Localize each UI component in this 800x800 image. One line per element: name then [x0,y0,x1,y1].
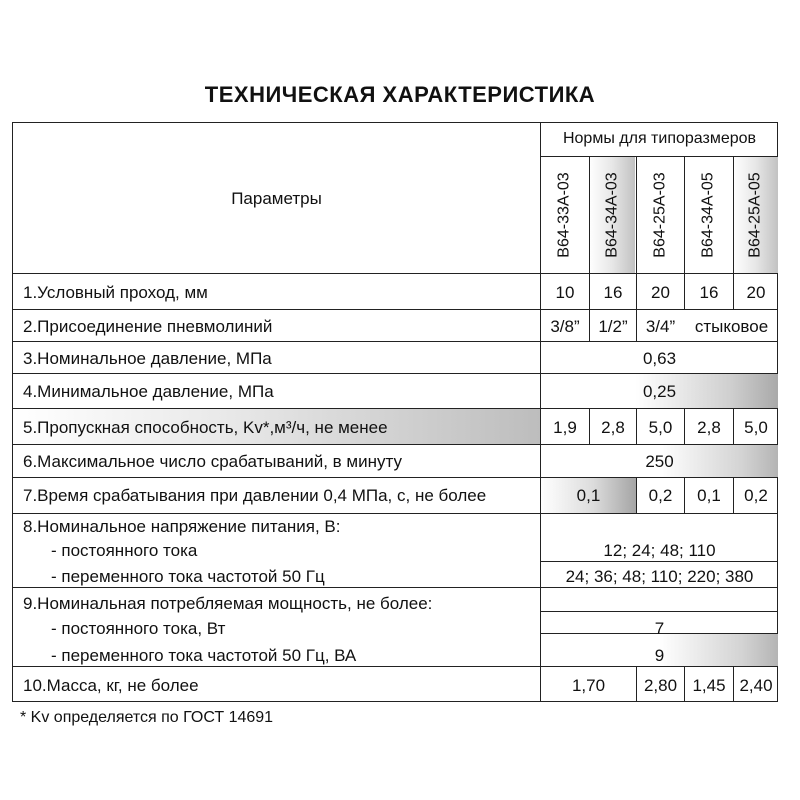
cell-value: 20 [651,283,670,302]
row-label: 4.Минимальное давление, МПа [23,382,274,401]
cell-value: 2,8 [697,418,721,437]
model-header: В64-33А-03 [556,172,574,258]
sub-label: - переменного тока частотой 50 Гц [51,567,325,586]
cell-value: 0,1 [576,486,601,505]
cell-value: 250 [645,452,674,471]
row-label: 9.Номинальная потребляемая мощность, не более: [23,594,433,613]
sub-label: - переменного тока частотой 50 Гц, ВА [51,646,357,665]
cell-value: 1/2” [598,317,628,336]
row-label: 2.Присоединение пневмолиний [23,317,273,336]
sub-label: - постоянного тока [51,541,198,560]
cell-value: 9 [654,646,665,665]
sub-label: - постоянного тока, Вт [51,619,226,638]
cell-value: 2,40 [739,676,773,695]
cell-value: 16 [699,283,719,302]
row-label: 1.Условный проход, мм [23,283,208,302]
model-header: В64-34А-05 [700,172,718,258]
cell-value: 7 [654,619,665,638]
row-label: 10.Масса, кг, не более [23,676,199,695]
cell-value: 2,80 [643,676,678,695]
row-label: 5.Пропускная способность, Kv*,м³/ч, не менее [23,418,388,437]
norms-header: Нормы для типоразмеров [562,130,757,147]
cell-value: 1,45 [692,676,726,695]
cell-value: 3/4” [645,317,676,336]
cell-value: стыковое [694,317,769,336]
row-label: 6.Максимальное число срабатываний, в минуту [23,452,402,471]
model-header: В64-34А-03 [604,172,622,258]
cell-value: 2,8 [601,418,625,437]
spec-table [12,122,778,702]
cell-value: 0,1 [697,486,721,505]
params-header: Параметры [231,189,322,208]
cell-value: 24; 36; 48; 110; 220; 380 [565,567,754,586]
cell-value: 0,63 [642,349,677,368]
cell-value: 10 [555,283,575,302]
footnote: * Kv определяется по ГОСТ 14691 [20,709,274,726]
page-title: ТЕХНИЧЕСКАЯ ХАРАКТЕРИСТИКА [204,82,596,107]
row-label: 7.Время срабатывания при давлении 0,4 МПа, с, не более [23,486,487,505]
cell-value: 5,0 [744,418,768,437]
cell-value: 5,0 [648,418,673,437]
row-label: 3.Номинальное давление, МПа [23,349,272,368]
cell-value: 3/8” [550,317,580,336]
model-header: В64-25А-03 [651,172,669,258]
cell-value: 1,9 [553,418,577,437]
cell-value: 20 [746,283,766,302]
row-label: 8.Номинальное напряжение питания, В: [23,517,341,536]
cell-value: 0,2 [648,486,673,505]
cell-value: 0,25 [642,382,677,401]
cell-value: 0,2 [744,486,768,505]
cell-value: 1,70 [571,676,606,695]
cell-value: 12; 24; 48; 110 [603,541,716,560]
model-header: В64-25А-05 [747,172,765,258]
cell-value: 16 [603,283,623,302]
